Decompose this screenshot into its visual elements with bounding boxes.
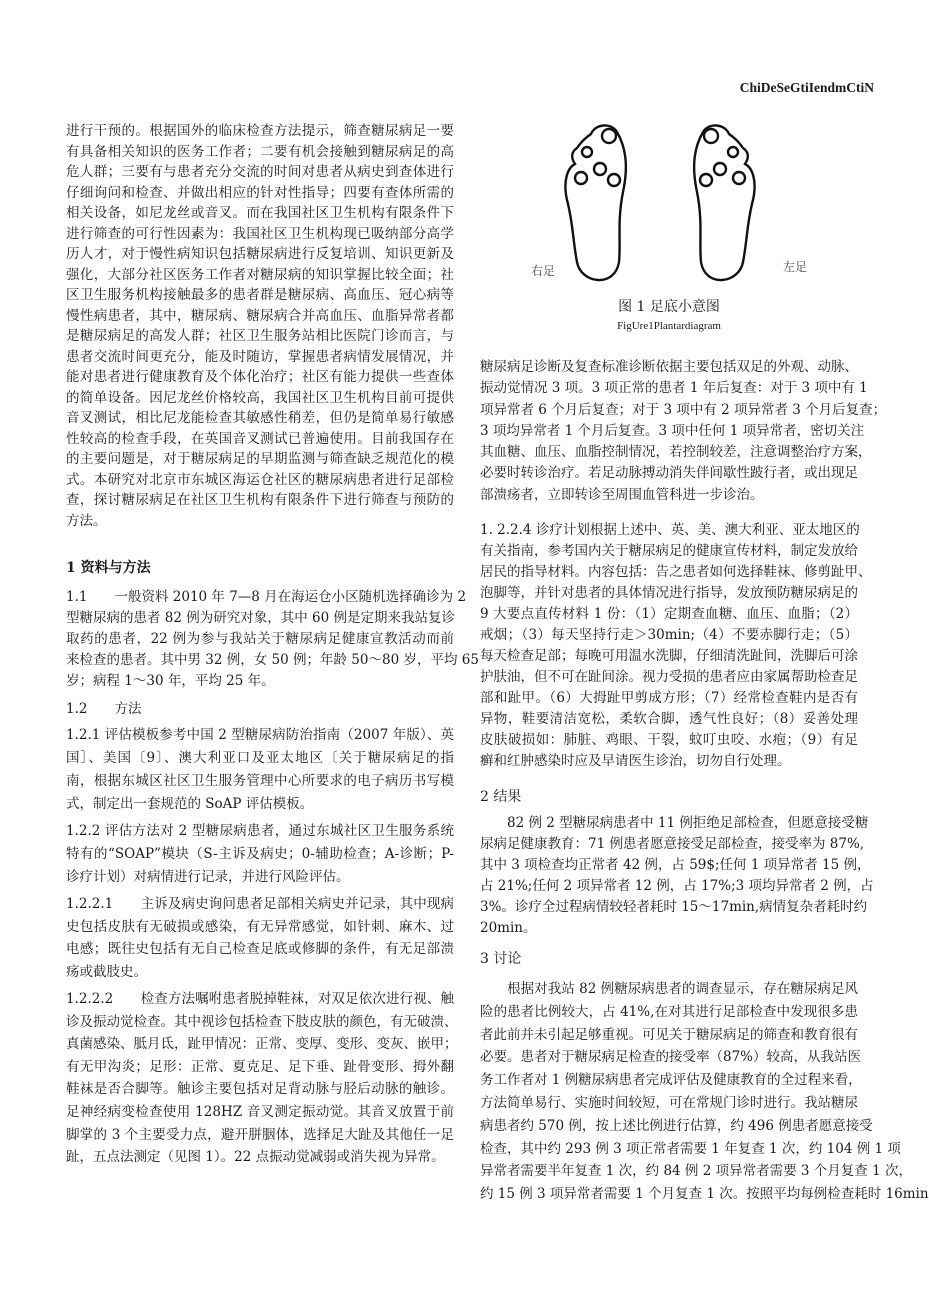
text-line: 来检查的患者。其中男 32 例，女 50 例；年龄 50～80 岁，平均 65 bbox=[66, 652, 479, 668]
text-line: 振动觉情况 3 项。3 项正常的患者 1 年后复查：对于 3 项中有 1 bbox=[480, 380, 868, 397]
text-line: 仔细询问和检查、并做出相应的针对性指导；四要有查体所需的 bbox=[66, 184, 454, 201]
text-line: 1. 2.2.4 诊疗计划根据上述中、英、美、澳大利亚、亚太地区的 bbox=[480, 522, 860, 538]
text-line: 疡或截肢史。 bbox=[66, 963, 147, 980]
text-line: 异常者需要半年复查 1 次，约 84 例 2 项异常者需要 3 个月复查 1 次， bbox=[480, 1163, 912, 1180]
intro-paragraph bbox=[66, 121, 454, 531]
section-3-heading: 3 讨论 bbox=[480, 951, 522, 967]
text-line: 根据对我站 82 例糖尿病患者的调查显示，存在糖尿病足风 bbox=[480, 981, 858, 997]
text-line: 居民的指导材料。内容包括：告之患者如何选择鞋袜、修剪趾甲、 bbox=[480, 564, 872, 580]
text-line: 务工作者对 1 例糖尿病患者完成评估及健康教育的全过程来看， bbox=[480, 1072, 862, 1089]
section-1-heading: 1 资料与方法 bbox=[66, 560, 151, 576]
diagnosis-criteria-paragraph bbox=[480, 357, 887, 506]
text-line: 取药的患者，22 例为参与我站关于糖尿病足健康宣教活动而前 bbox=[66, 631, 454, 647]
running-header: ChiDeSeGtiIendmCtiN bbox=[739, 80, 874, 95]
text-line: 式。本研究对北京市东城区海运仓社区的糖尿病患者进行足部检 bbox=[66, 471, 454, 488]
text-line: 9 大要点直传材料 1 份：（1）定期查血糖、血压、血脂；（2） bbox=[480, 606, 858, 622]
section-2-heading: 2 结果 bbox=[480, 789, 522, 805]
text-line: 的主要问题是，对于糖尿病足的早期监测与筛查缺乏规范化的模 bbox=[66, 451, 454, 467]
text-line: 必要时转诊治疗。若足动脉搏动消失伴间歇性跛行者，或出现足 bbox=[480, 465, 858, 482]
text-line: 特有的“SOAP”模块（S-主诉及病史；0-辅助检查；A-诊断；P- bbox=[66, 846, 454, 862]
text-line: 的简单设备。因尼龙丝价格较高，我国社区卫生机构目前可提供 bbox=[66, 389, 454, 406]
text-line: 危人群；三要有与患者充分交流的时间对患者从病史到查体进行 bbox=[66, 164, 454, 180]
treatment-plan-paragraph bbox=[480, 520, 872, 772]
text-line: 式，制定出一套规范的 SoAP 评估模板。 bbox=[66, 796, 314, 812]
left-foot-outline bbox=[694, 125, 754, 280]
figure-caption-chinese: 图 1 足底小意图 bbox=[618, 299, 720, 315]
evaluation-method-paragraph bbox=[66, 820, 454, 889]
text-line: 1.2.1 评估模板参考中国 2 型糖尿病防治指南（2007 年版）、英 bbox=[66, 727, 454, 743]
plantar-diagram-figure bbox=[525, 112, 795, 292]
text-line: 性较高的检查手段，在英国音叉测试已普遍使用。目前我国存在 bbox=[66, 430, 454, 447]
text-line: 检查，其中约 293 例 3 项正常者需要 1 年复查 1 次，约 104 例 1 项 bbox=[480, 1140, 901, 1157]
text-line: 能对患者进行健康教育及个体化治疗；社区有能力提供一些查体 bbox=[66, 369, 454, 385]
text-line: 尿病足健康教育：71 例患者愿意接受足部检查，接受率为 87%, bbox=[480, 836, 865, 852]
text-line: 有无甲沟炎；足形：正常、夏克足、足下垂、趾骨变形、拇外翻 bbox=[66, 1058, 454, 1075]
methods-subheading: 1.2 方法 bbox=[66, 701, 142, 717]
text-line: 电感；既往史包括有无自己检查足底或修脚的条件，有无足部溃 bbox=[66, 941, 454, 957]
text-line: 趾，五点法测定（见图 1）。22 点振动觉减弱或消失视为异常。 bbox=[66, 1149, 445, 1166]
general-data-paragraph bbox=[66, 587, 479, 692]
text-line: 区卫生服务机构接触最多的患者群是糖尿病、高血压、冠心病等 bbox=[66, 287, 454, 303]
text-line: 部溃疡者，立即转诊至周围血管科进一步诊治。 bbox=[480, 486, 764, 503]
text-line: 岁；病程 1～30 年，平均 25 年。 bbox=[66, 673, 275, 689]
text-line: 泡脚等，并针对患者的具体情况进行指导，发放预防糖尿病足的 bbox=[480, 585, 858, 601]
text-line: 相关设备，如尼龙丝或音叉。而在我国社区卫生机构有限条件下 bbox=[66, 205, 454, 221]
text-line: 方法。 bbox=[66, 512, 107, 529]
text-line: 音叉测试，相比尼龙能检查其敏感性稍差，但仍是简单易行敏感 bbox=[66, 410, 454, 426]
text-line: 患者交流时间更充分，能及时随访，掌握患者病情发展情况，并 bbox=[66, 348, 454, 365]
text-line: 约 15 例 3 项异常者需要 1 个月复查 1 次。按照平均每例检查耗时 16min bbox=[480, 1186, 929, 1203]
text-line: 其中 3 项检查均正常者 42 例，占 59$;任何 1 项异常者 15 例， bbox=[480, 857, 871, 873]
text-line: 进行干预的。根据国外的临床检查方法提示，筛查糖尿病足一要 bbox=[66, 123, 454, 139]
right-foot-outline bbox=[565, 125, 625, 280]
text-line: 糖尿病足诊断及复查标准诊断依据主要包括双足的外观、动脉、 bbox=[480, 359, 858, 375]
text-line: 82 例 2 型糖尿病患者中 11 例拒绝足部检查，但愿意接受糖 bbox=[480, 815, 869, 831]
text-line: 1.2.2.1 主诉及病史询问患者足部相关病史并记录，其中现病 bbox=[66, 896, 454, 912]
text-line: 慢性病患者，其中，糖尿病、糖尿病合并高血压、血脂异常者都 bbox=[66, 307, 454, 324]
text-line: 每天检查足部；每晚可用温水洗脚，仔细清洗趾间，洗脚后可涂 bbox=[480, 648, 858, 664]
text-line: 诊疗计划）对病情进行记录，并进行风险评估。 bbox=[66, 869, 350, 885]
text-line: 方法简单易行、实施时间较短，可在常规门诊时进行。我站糖尿 bbox=[480, 1094, 858, 1111]
discussion-paragraph bbox=[480, 978, 929, 1206]
text-line: 强化，大部分社区医务工作者对糖尿病的知识掌握比较全面；社 bbox=[66, 266, 454, 283]
text-line: 型糖尿病的患者 82 例为研究对象，其中 60 例是定期来我站复诊 bbox=[66, 610, 456, 626]
text-line: 必要。患者对于糖尿病足检查的接受率（87%）较高，从我站医 bbox=[480, 1049, 862, 1066]
text-line: 项异常者 6 个月后复查；对于 3 项中有 2 项异常者 3 个月后复查； bbox=[480, 401, 887, 418]
text-line: 1.1 一般资料 2010 年 7—8 月在海运仓小区随机选择确诊为 2 bbox=[66, 589, 467, 605]
text-line: 部和趾甲。（6）大拇趾甲剪成方形；（7）经常检查鞋内是否有 bbox=[480, 690, 858, 706]
left-foot-label: 左足 bbox=[783, 260, 808, 274]
evaluation-template-paragraph bbox=[66, 724, 454, 816]
text-line: 有关指南，参考国内关于糖尿病足的健康宣传材料，制定发放给 bbox=[480, 543, 858, 559]
text-line: 占 21%;任何 2 项异常者 12 例，占 17%;3 项均异常者 2 例，占 bbox=[480, 878, 874, 894]
text-line: 鞋袜是否合脚等。触诊主要包括对足背动脉与胫后动脉的触诊。 bbox=[66, 1081, 454, 1098]
text-line: 南，根据东城区社区卫生服务管理中心所要求的电子病历书写模 bbox=[66, 773, 454, 789]
text-line: 诊及振动觉检查。其中视诊包括检查下肢皮肤的颜色，有无破溃、 bbox=[66, 1013, 458, 1030]
exam-method-paragraph bbox=[66, 988, 458, 1169]
text-line: 其血糖、血压、血脂控制情况，若控制较差，注意调整治疗方案， bbox=[480, 444, 872, 461]
text-line: 是糖尿病足的高发人群；社区卫生服务站相比医院门诊而言，与 bbox=[66, 328, 454, 344]
text-line: 真菌感染、胝月氐，趾甲情况：正常、变厚、变形、变灰、嵌甲； bbox=[66, 1036, 458, 1053]
text-line: 20min。 bbox=[480, 920, 537, 936]
text-line: 癣和红肿感染时应及早请医生诊治，切勿自行处理。 bbox=[480, 753, 791, 769]
text-line: 1.2.2 评估方法对 2 型糖尿病患者，通过东城社区卫生服务系统 bbox=[66, 823, 454, 839]
right-foot-label: 右足 bbox=[531, 264, 556, 278]
text-line: 足神经病变检查使用 128HZ 音叉测定振动觉。其音叉放置于前 bbox=[66, 1103, 454, 1120]
text-line: 3%。诊疗全过程病情较轻者耗时 15～17min,病情复杂者耗时约 bbox=[480, 899, 868, 915]
results-paragraph bbox=[480, 813, 874, 939]
text-line: 3 项均异常者 1 个月后复查。3 项中任何 1 项异常者，密切关注 bbox=[480, 422, 865, 439]
text-line: 查，探讨糖尿病足在社区卫生机构有限条件下进行筛查与预防的 bbox=[66, 492, 454, 508]
text-line: 皮肤破损如：肺脏、鸡眼、干裂，蚊叮虫咬、水疱；（9）有足 bbox=[480, 732, 858, 748]
text-line: 1.2.2.2 检查方法嘱咐患者脱掉鞋袜，对双足依次进行视、触 bbox=[66, 991, 454, 1007]
text-line: 病患者约 570 例，按上述比例进行估算，约 496 例患者愿意接受 bbox=[480, 1117, 873, 1134]
text-line: 进行筛查的可行性因素为：我国社区卫生机构现已吸纳部分高学 bbox=[66, 225, 454, 242]
text-line: 护肤油，但不可在趾间涂。视力受损的患者应由家属帮助检查足 bbox=[480, 669, 858, 685]
text-line: 历人才，对于慢性病知识包括糖尿病进行反复培训、知识更新及 bbox=[66, 246, 454, 262]
text-line: 国］、美国〔9〕、澳大利亚口及亚太地区〔关于糖尿病足的指 bbox=[66, 750, 454, 766]
text-line: 戒烟；（3）每天坚持行走＞30min;（4）不要赤脚行走；（5） bbox=[480, 627, 858, 643]
text-line: 有具备相关知识的医务工作者；二要有机会接触到糖尿病足的高 bbox=[66, 143, 454, 160]
text-line: 者此前并未引起足够重视。可见关于糖尿病足的筛查和教育很有 bbox=[480, 1026, 858, 1043]
figure-caption-english: FigUre1Plantardiagram bbox=[617, 320, 721, 332]
text-line: 脚掌的 3 个主要受力点，避开胼胭体，选择足大趾及其他任一足 bbox=[66, 1126, 454, 1143]
text-line: 险的患者比例较大，占 41%,在对其进行足部检查中发现很多患 bbox=[480, 1003, 858, 1020]
history-paragraph bbox=[66, 893, 454, 983]
text-line: 异物，鞋要清洁宽松，柔软合脚，透气性良好；（8）妥善处理 bbox=[480, 711, 858, 727]
text-line: 史包括皮肤有无破损或感染，有无异常感觉，如针刺、麻木、过 bbox=[66, 918, 454, 935]
